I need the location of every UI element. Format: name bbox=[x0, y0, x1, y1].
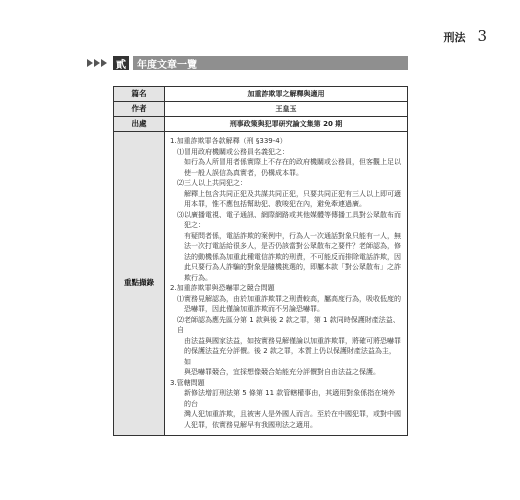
summary-line: 3.管轄問題 bbox=[170, 378, 205, 387]
label-author: 作者 bbox=[114, 102, 165, 117]
summary-line: 欺行為。 bbox=[184, 273, 212, 282]
summary-line: ⑴實務見解認為，由於加重詐欺罪之刑責較高，屬高度行為，吸收低度的 bbox=[177, 294, 401, 303]
article-table bbox=[113, 86, 408, 436]
summary-line: 由法益與國家法益，如按實務見解僅論以加重詐欺罪，將確可將恐嚇罪 bbox=[184, 336, 401, 345]
table-row bbox=[114, 132, 408, 436]
summary-line: 法的動機係為加重此種電信詐欺的刑責，不可能反而排除電話詐欺，因 bbox=[184, 252, 401, 261]
triangle-right-icon bbox=[101, 59, 107, 67]
table-row bbox=[114, 102, 408, 117]
table-row bbox=[114, 117, 408, 132]
arrow-icons bbox=[87, 56, 107, 70]
label-summary: 重點擷錄 bbox=[114, 132, 165, 436]
summary-line: 1.加重詐欺罪各款解釋（刑 §339-4） bbox=[170, 137, 287, 145]
summary-content bbox=[165, 132, 408, 436]
label-title: 篇名 bbox=[114, 87, 165, 102]
section-title: 年度文章一覽 bbox=[133, 56, 408, 70]
summary-line: 法一次打電話給很多人，是否仍該當對公眾散布之要件？老師認為，修 bbox=[184, 242, 401, 250]
value-author: 王皇玉 bbox=[165, 102, 408, 117]
summary-line: 如行為人所冒用者係實際上不存在的政府機關或公務員，但客觀上足以 bbox=[184, 158, 401, 166]
value-source: 刑事政策與犯罪研究論文集第 20 期 bbox=[165, 117, 408, 132]
summary-line: ⑵三人以上共同犯之： bbox=[177, 179, 247, 187]
summary-line: ⑵老師認為應先區分第 1 款與後 2 款之罪，第 1 款同時保護財產法益、自 bbox=[177, 315, 400, 334]
summary-line: 2.加重詐欺罪與恐嚇罪之競合問題 bbox=[170, 284, 275, 292]
summary-line: 犯之： bbox=[184, 221, 205, 229]
summary-line: 人犯罪，依實務見解早有我國刑法之適用。 bbox=[184, 420, 317, 429]
running-head-category: 刑法 bbox=[443, 31, 466, 44]
summary-line: 此只要行為人詐騙的對象是隨機挑選的，即屬本款「對公眾散布」之詐 bbox=[184, 263, 401, 271]
summary-line: 新修法增訂刑法第 5 條第 11 款管轄權事由，其適用對象係指在境外的台 bbox=[184, 389, 396, 408]
page-number: 3 bbox=[477, 27, 487, 45]
summary-line: 使一般人誤信為真實者，仍構成本罪。 bbox=[184, 168, 303, 177]
summary-line: 解釋上包含共同正犯及共謀共同正犯，只要共同正犯有三人以上即可適 bbox=[184, 189, 401, 198]
value-title: 加重詐欺罪之解釋與適用 bbox=[165, 87, 408, 102]
running-head bbox=[443, 27, 487, 45]
summary-line: 有疑問者係，電話詐欺的案例中，行為人一次通話對象只能有一人，無 bbox=[184, 231, 401, 240]
summary-line: ⑴冒用政府機關或公務員名義犯之： bbox=[177, 147, 289, 156]
summary-line: 的保護法益充分評價。後 2 款之罪，本質上仍以保護財產法益為主，如 bbox=[184, 347, 396, 366]
triangle-right-icon bbox=[87, 59, 93, 67]
summary-line: 恐嚇罪，因此僅論加重詐欺而不另論恐嚇罪。 bbox=[184, 305, 324, 313]
section-heading bbox=[113, 56, 408, 70]
section-badge: 貳 bbox=[113, 56, 129, 70]
summary-line: ⑶以廣播電視、電子通訊、網際網路或其他媒體等傳播工具對公眾散布而 bbox=[177, 210, 401, 219]
summary-line: 用本罪，惟不應包括幫助犯、教唆犯在內，避免牽連過廣。 bbox=[184, 200, 366, 208]
summary-line: 與恐嚇罪競合，宜採想像競合始能充分評價對自由法益之保護。 bbox=[184, 368, 380, 376]
label-source: 出處 bbox=[114, 117, 165, 132]
summary-line: 灣人犯加重詐欺，且被害人是外國人而言。至於在中國犯罪，或對中國 bbox=[184, 410, 401, 418]
triangle-right-icon bbox=[94, 59, 100, 67]
table-row bbox=[114, 87, 408, 102]
